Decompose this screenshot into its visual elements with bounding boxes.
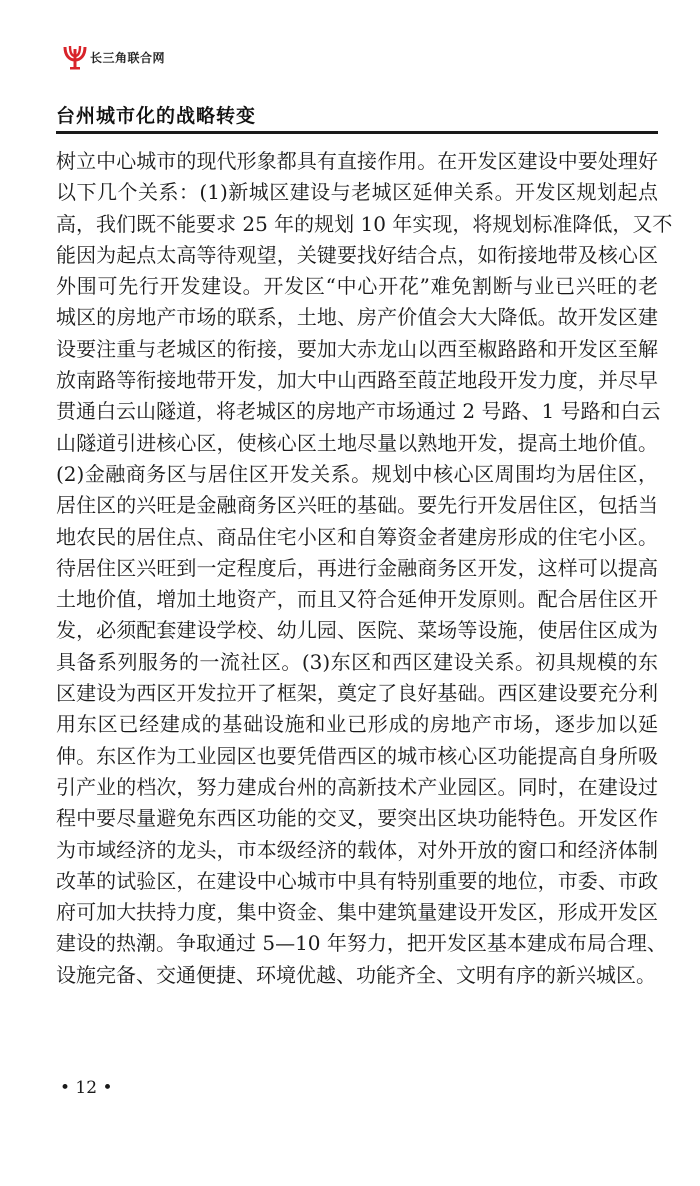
text-line: 树立中心城市的现代形象都具有直接作用。在开发区建设中要处理好 xyxy=(56,149,658,173)
page-number: • 12 • xyxy=(60,1078,113,1098)
site-name: 长三角联合网 xyxy=(90,50,166,65)
logo-mark-icon xyxy=(62,43,88,71)
text-line: 高，我们既不能要求 25 年的规划 10 年实现，将规划标准降低，又不 xyxy=(56,211,673,236)
header-rule xyxy=(56,131,658,134)
text-line: 设要注重与老城区的衔接，要加大赤龙山以西至椒路路和开发区至解 xyxy=(56,336,658,361)
text-line: 外围可先行开发建设。开发区“中心开花”难免割断与业已兴旺的老 xyxy=(56,274,658,299)
text-line: 设施完备、交通便捷、环境优越、功能齐全、文明有序的新兴城区。 xyxy=(56,962,656,987)
text-line: 伸。东区作为工业园区也要凭借西区的城市核心区功能提高自身所吸 xyxy=(56,743,658,768)
text-line: 为市域经济的龙头，市本级经济的载体，对外开放的窗口和经济体制 xyxy=(56,837,658,862)
body-text xyxy=(56,146,673,991)
text-line: 区建设为西区开发拉开了框架，奠定了良好基础。西区建设要充分利 xyxy=(56,681,658,706)
text-line: 建设的热潮。争取通过 5—10 年努力，把开发区基本建成布局合理、 xyxy=(56,931,667,956)
text-line: 居住区的兴旺是金融商务区兴旺的基础。要先行开发居住区，包括当 xyxy=(56,493,658,518)
text-line: 改革的试验区，在建设中心城市中具有特别重要的地位，市委、市政 xyxy=(56,868,658,893)
text-line: 放南路等衔接地带开发，加大中山西路至葭芷地段开发力度，并尽早 xyxy=(56,368,658,393)
text-line: 用东区已经建成的基础设施和业已形成的房地产市场，逐步加以延 xyxy=(56,712,658,737)
text-line: 能因为起点太高等待观望，关键要找好结合点，如衔接地带及核心区 xyxy=(56,242,658,267)
text-line: 山隧道引进核心区，使核心区土地尽量以熟地开发，提高土地价值。 xyxy=(56,430,658,455)
text-line: 以下几个关系：(1)新城区建设与老城区延伸关系。开发区规划起点 xyxy=(56,180,658,205)
text-line: 地农民的居住点、商品住宅小区和自筹资金者建房形成的住宅小区。 xyxy=(56,524,658,549)
text-line: 具备系列服务的一流社区。(3)东区和西区建设关系。初具规模的东 xyxy=(56,649,658,674)
text-line: 府可加大扶持力度，集中资金、集中建筑量建设开发区，形成开发区 xyxy=(56,900,658,925)
site-logo xyxy=(62,42,165,72)
text-line: (2)金融商务区与居住区开发关系。规划中核心区周围均为居住区， xyxy=(56,461,658,486)
text-line: 发，必须配套建设学校、幼儿园、医院、菜场等设施，使居住区成为 xyxy=(56,618,658,643)
text-line: 程中要尽量避免东西区功能的交叉，要突出区块功能特色。开发区作 xyxy=(56,806,658,831)
text-line: 城区的房地产市场的联系，土地、房产价值会大大降低。故开发区建 xyxy=(56,305,658,330)
text-line: 待居住区兴旺到一定程度后，再进行金融商务区开发，这样可以提高 xyxy=(56,555,658,580)
text-line: 引产业的档次，努力建成台州的高新技术产业园区。同时，在建设过 xyxy=(56,774,658,799)
text-line: 贯通白云山隧道，将老城区的房地产市场通过 2 号路、1 号路和白云 xyxy=(56,399,661,424)
text-line: 土地价值，增加土地资产，而且又符合延伸开发原则。配合居住区开 xyxy=(56,587,658,612)
chapter-title: 台州城市化的战略转变 xyxy=(56,105,257,127)
